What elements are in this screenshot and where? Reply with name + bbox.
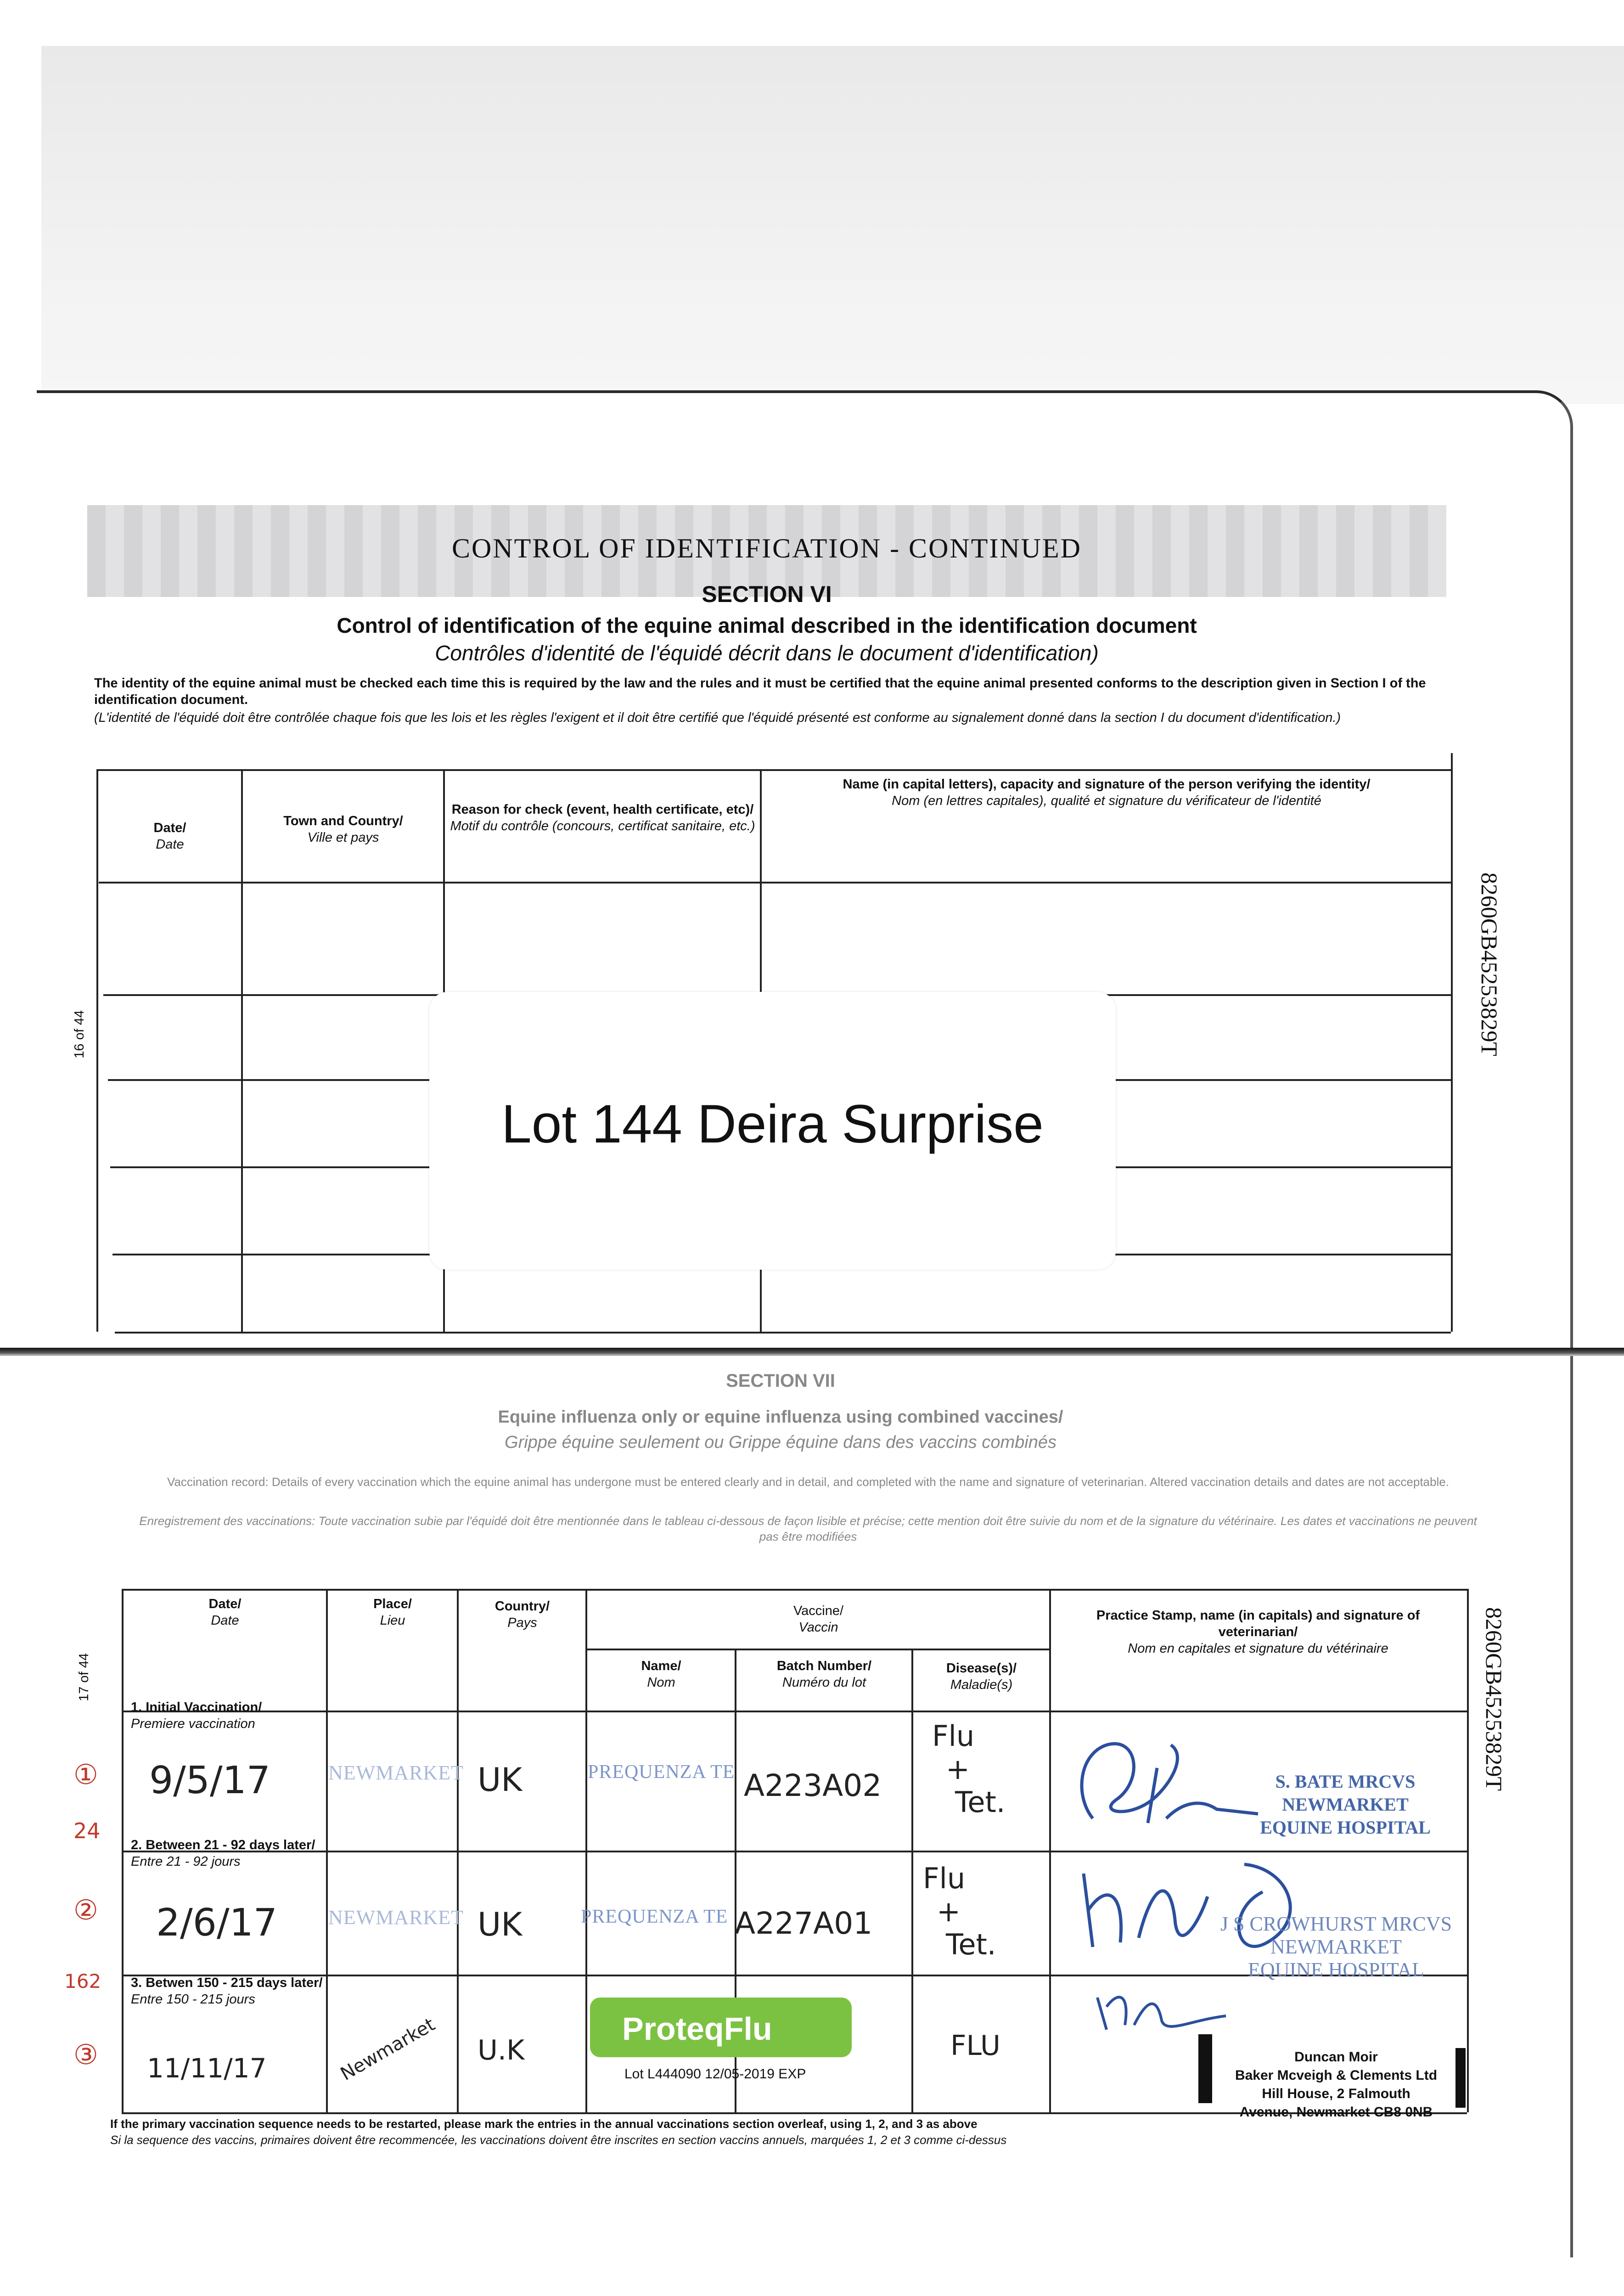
- footer-note-fr: Si la sequence des vaccins, primaires doivent être recommencée, les vaccinations doivent être inscrites en section vaccins annuels, marquées 1, 2 et 3 comme ci-dessus: [110, 2133, 1007, 2147]
- proteqflu-label: [590, 1998, 852, 2057]
- row-1-margin-note: 24: [73, 1818, 101, 1843]
- vaccination-record-fr: Enregistrement des vaccinations: Toute vaccination subie par l'équidé doit être mentionnée dans le tableau ci-dessous de façon lisible et précise; cette mention doit être suivie du nom et de la signature du vétérinaire. Les dates et vaccinations ne peuvent pas être modifiées: [139, 1514, 1477, 1543]
- col-date-header: Date/ Date: [153, 821, 186, 852]
- bottom-page-number: 17 of 44: [77, 1653, 91, 1701]
- bottom-side-code: 8260GB45253829T: [1481, 1607, 1507, 1791]
- intro-fr: (L'identité de l'équidé doit être contrôlée chaque fois que les lois et les règles l'exigent et il doit être certifié que l'équidé présenté est conforme au signalement donné dans la section I du document d'identification.): [94, 710, 1341, 725]
- row-3-signature: [1088, 1979, 1244, 2048]
- lot-sticker-label: Lot 144 Deira Surprise: [501, 1094, 1044, 1154]
- row-2-label: 2. Between 21 - 92 days later/ Entre 21 - 92 jours: [131, 1838, 315, 1869]
- intro-en: The identity of the equine animal must be checked each time this is required by the law and the rules and it must be certified that the equine animal presented conforms to the description given in Section I of the identification document.: [94, 676, 1426, 707]
- header-vaccine-name: Name/ Nom: [641, 1659, 681, 1690]
- header-stamp: Practice Stamp, name (in capitals) and signature of veterinarian/ Nom en capitales et signature du vétérinaire: [1096, 1608, 1420, 1656]
- vii-heading-fr: Grippe équine seulement ou Grippe équine dans des vaccins combinés: [505, 1433, 1056, 1452]
- col-name-header: Name (in capital letters), capacity and signature of the person verifying the identity/ Nom (en lettres capitales), qualité et signature du vérificateur de l'identité: [843, 777, 1371, 808]
- row-3-date: 11/11/17: [147, 2053, 267, 2084]
- proteqflu-logo: ProteqFlu: [622, 2011, 772, 2047]
- row-1-vaccine: PREQUENZA TE: [588, 1761, 735, 1783]
- stamp-bar-left: [1198, 2034, 1212, 2103]
- row-1-country: UK: [478, 1761, 523, 1799]
- row-3-place: Newmarket: [337, 2014, 439, 2085]
- page-seam: [0, 1348, 1624, 1356]
- row-1-place: NEWMARKET: [328, 1761, 464, 1784]
- row-2-disease: Flu + Tet.: [923, 1862, 996, 1961]
- banner-title: CONTROL OF IDENTIFICATION - CONTINUED: [452, 533, 1082, 563]
- scanner-background: [41, 46, 1624, 404]
- col-town-header: Town and Country/ Ville et pays: [283, 814, 403, 845]
- vaccination-record-en: Vaccination record: Details of every vaccination which the equine animal has undergone must be entered clearly and in detail, and completed with the name and signature of veterinarian. Altered vaccination details and dates are not acceptable.: [167, 1475, 1449, 1489]
- row-1-stamp: S. BATE MRCVS NEWMARKET EQUINE HOSPITAL: [1260, 1771, 1431, 1838]
- row-1-disease: Flu + Tet.: [932, 1719, 1006, 1819]
- row-1-label: 1. Initial Vaccination/ Premiere vaccination: [131, 1700, 262, 1731]
- top-side-code: 8260GB45253829T: [1477, 872, 1502, 1056]
- row-3-disease: FLU: [950, 2030, 1000, 2062]
- lot-sticker: [429, 992, 1116, 1270]
- row-2-country: UK: [478, 1906, 523, 1943]
- col-reason-header: Reason for check (event, health certificate, etc)/ Motif du contrôle (concours, certificat sanitaire, etc.): [450, 802, 755, 833]
- row-1-marker: ①: [73, 1759, 98, 1791]
- row-3-vaccine-batch: Lot L444090 12/05-2019 EXP: [624, 2066, 806, 2082]
- row-2-date: 2/6/17: [156, 1901, 277, 1945]
- row-2-margin-note: 162: [64, 1970, 101, 1992]
- row-2-place: NEWMARKET: [328, 1906, 464, 1929]
- row-2-vaccine: PREQUENZA TE: [581, 1906, 728, 1927]
- row-3-stamp: Duncan Moir Baker Mcveigh & Clements Ltd Hill House, 2 Falmouth Avenue, Newmarket CB8 0NB: [1235, 2049, 1438, 2120]
- header-disease: Disease(s)/ Maladie(s): [946, 1661, 1017, 1692]
- stamp-bar-right: [1455, 2048, 1466, 2108]
- top-page-number: 16 of 44: [72, 1010, 87, 1058]
- row-3-marker: ③: [73, 2039, 98, 2071]
- heading-en: Control of identification of the equine animal described in the identification document: [337, 613, 1197, 637]
- heading-fr: Contrôles d'identité de l'équidé décrit dans le document d'identification): [435, 641, 1099, 665]
- row-2-stamp: J S CROWHURST MRCVS NEWMARKET EQUINE HOSPITAL: [1220, 1913, 1452, 1981]
- row-1-batch: A223A02: [744, 1768, 882, 1803]
- section-vii-title: SECTION VII: [726, 1371, 835, 1391]
- row-2-marker: ②: [73, 1894, 98, 1926]
- row-3-label: 3. Betwen 150 - 215 days later/ Entre 150 - 215 jours: [131, 1975, 323, 2007]
- row-3-country: U.K: [478, 2034, 525, 2066]
- vii-heading-en: Equine influenza only or equine influenza using combined vaccines/: [498, 1407, 1063, 1427]
- header-vaccine: Vaccine/ Vaccin: [793, 1604, 844, 1635]
- header-country: Country/ Pays: [495, 1599, 550, 1630]
- row-1-date: 9/5/17: [149, 1759, 270, 1802]
- footer-note-en: If the primary vaccination sequence needs to be restarted, please mark the entries in the annual vaccinations section overleaf, using 1, 2, and 3 as above: [110, 2117, 978, 2131]
- header-date: Date/ Date: [208, 1597, 242, 1628]
- row-2-batch: A227A01: [735, 1906, 873, 1941]
- section-vi-title: SECTION VI: [702, 581, 832, 607]
- header-place: Place/ Lieu: [373, 1597, 412, 1628]
- header-batch: Batch Number/ Numéro du lot: [776, 1659, 872, 1690]
